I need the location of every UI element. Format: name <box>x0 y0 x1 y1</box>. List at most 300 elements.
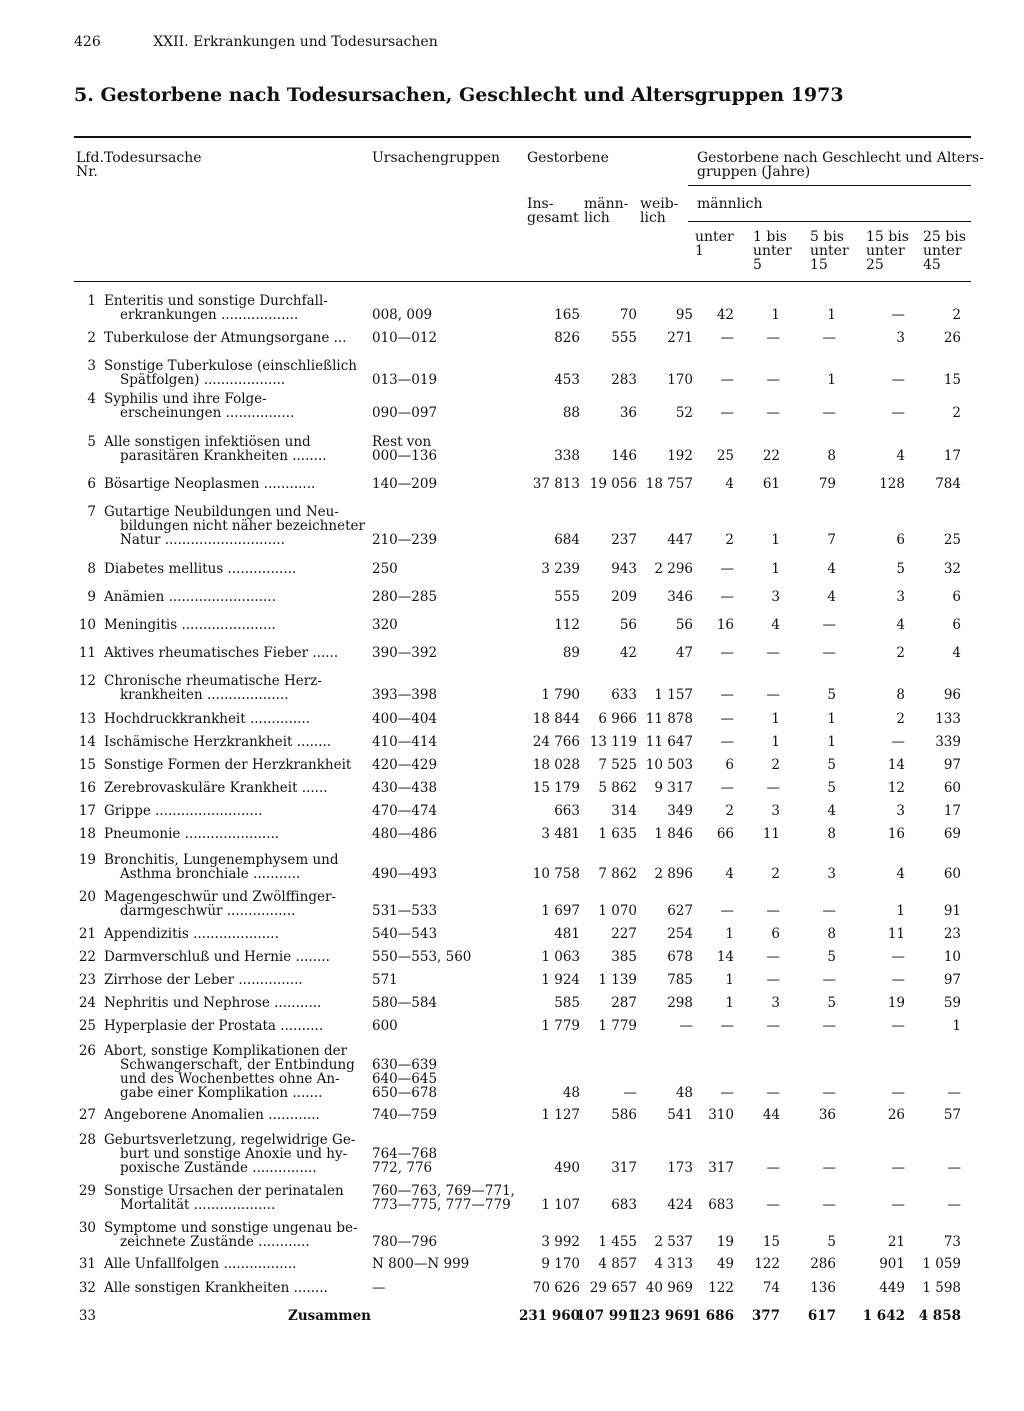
header-age-3: 5 bis unter 15 <box>810 229 849 273</box>
cause-label: Hyperplasie der Prostata .......... <box>104 1018 324 1034</box>
value-cell: — <box>891 734 905 750</box>
value-cell: 25 <box>943 532 961 548</box>
value-cell: 209 <box>611 589 637 605</box>
value-cell: 88 <box>562 405 580 421</box>
cause-group: 210—239 <box>372 532 438 548</box>
value-cell: 11 647 <box>645 734 693 750</box>
value-cell: 11 878 <box>645 711 693 727</box>
value-cell: 18 028 <box>532 757 580 773</box>
value-cell: 943 <box>611 561 637 577</box>
row-number: 2 <box>87 330 96 346</box>
value-cell: 349 <box>667 803 693 819</box>
value-cell: 1 <box>771 307 780 323</box>
row-number: 12 <box>78 673 96 689</box>
header-bottom-rule <box>74 281 971 282</box>
value-cell: 227 <box>611 926 637 942</box>
value-cell: 165 <box>554 307 580 323</box>
value-cell: 1 127 <box>541 1107 580 1123</box>
value-cell: 2 <box>725 532 734 548</box>
value-cell: 18 757 <box>645 476 693 492</box>
row-number: 6 <box>87 476 96 492</box>
value-cell: 1 790 <box>541 687 580 703</box>
value-cell: 107 991 <box>575 1308 637 1324</box>
value-cell: 4 <box>771 617 780 633</box>
value-cell: — <box>720 734 734 750</box>
value-cell: — <box>720 405 734 421</box>
value-cell: 683 <box>708 1197 734 1213</box>
value-cell: — <box>822 330 836 346</box>
value-cell: 70 <box>619 307 637 323</box>
value-cell: 1 <box>771 532 780 548</box>
value-cell: — <box>766 645 780 661</box>
value-cell: — <box>947 1197 961 1213</box>
value-cell: 826 <box>554 330 580 346</box>
value-cell: — <box>822 1085 836 1101</box>
value-cell: 3 <box>896 330 905 346</box>
value-cell: 29 657 <box>589 1280 637 1296</box>
value-cell: — <box>891 1018 905 1034</box>
cause-label: Zirrhose der Leber ............... <box>104 972 303 988</box>
row-number: 5 <box>87 434 96 450</box>
cause-label: Sonstige Tuberkulose (einschließlich <box>104 358 357 374</box>
value-cell: 377 <box>751 1308 780 1324</box>
value-cell: 56 <box>675 617 693 633</box>
value-cell: 74 <box>762 1280 780 1296</box>
header-age-4: 15 bis unter 25 <box>866 229 909 273</box>
cause-group: 480—486 <box>372 826 438 842</box>
row-number: 24 <box>78 995 96 1011</box>
cause-group: 600 <box>372 1018 398 1034</box>
value-cell: 9 317 <box>654 780 693 796</box>
value-cell: 173 <box>667 1160 693 1176</box>
value-cell: 112 <box>554 617 580 633</box>
cause-group: 420—429 <box>372 757 438 773</box>
header-todesursache: Todesursache <box>104 150 202 166</box>
cause-label: burt und sonstige Anoxie und hy- <box>120 1146 348 1162</box>
value-cell: 3 <box>771 995 780 1011</box>
cause-label: Tuberkulose der Atmungsorgane ... <box>104 330 347 346</box>
header-lfd-nr: Lfd. Nr. <box>76 150 104 180</box>
header-insgesamt: Ins- gesamt <box>527 196 579 226</box>
cause-label: Magengeschwür und Zwölffinger- <box>104 889 336 905</box>
cause-group: Rest von <box>372 434 432 450</box>
cause-label: Darmverschluß und Hernie ........ <box>104 949 330 965</box>
value-cell: 585 <box>554 995 580 1011</box>
value-cell: 5 <box>827 949 836 965</box>
cause-group: 320 <box>372 617 398 633</box>
value-cell: 73 <box>943 1234 961 1250</box>
value-cell: — <box>891 1160 905 1176</box>
value-cell: 1 059 <box>922 1256 961 1272</box>
value-cell: 338 <box>554 448 580 464</box>
value-cell: — <box>891 1085 905 1101</box>
value-cell: 69 <box>943 826 961 842</box>
value-cell: — <box>720 561 734 577</box>
cause-group: 013—019 <box>372 372 438 388</box>
value-cell: 1 063 <box>541 949 580 965</box>
cause-label: Angeborene Anomalien ............ <box>104 1107 320 1123</box>
value-cell: 1 139 <box>598 972 637 988</box>
running-head <box>74 34 438 50</box>
value-cell: — <box>766 949 780 965</box>
value-cell: 5 862 <box>598 780 637 796</box>
cause-group: — <box>372 1280 386 1296</box>
value-cell: — <box>891 972 905 988</box>
value-cell: 1 070 <box>598 903 637 919</box>
value-cell: 586 <box>611 1107 637 1123</box>
cause-label: Nephritis und Nephrose ........... <box>104 995 322 1011</box>
value-cell: 15 <box>943 372 961 388</box>
value-cell: 4 858 <box>918 1308 961 1324</box>
header-nach-geschlecht: Gestorbene nach Geschlecht und Alters- gruppen (Jahre) <box>697 150 984 180</box>
value-cell: 26 <box>887 1107 905 1123</box>
value-cell: — <box>822 903 836 919</box>
value-cell: 60 <box>943 866 961 882</box>
cause-group: 630—639 <box>372 1057 438 1073</box>
value-cell: 1 <box>827 711 836 727</box>
value-cell: 317 <box>708 1160 734 1176</box>
value-cell: 901 <box>879 1256 905 1272</box>
value-cell: 3 992 <box>541 1234 580 1250</box>
value-cell: 1 686 <box>691 1308 734 1324</box>
value-cell: 11 <box>887 926 905 942</box>
value-cell: — <box>891 949 905 965</box>
header-maennlich: männ- lich <box>584 196 629 226</box>
value-cell: — <box>822 645 836 661</box>
value-cell: 684 <box>554 532 580 548</box>
value-cell: 424 <box>667 1197 693 1213</box>
cause-label: Anämien ......................... <box>104 589 276 605</box>
value-cell: 133 <box>935 711 961 727</box>
cause-group: 650—678 <box>372 1085 438 1101</box>
cause-group: 250 <box>372 561 398 577</box>
value-cell: 66 <box>716 826 734 842</box>
value-cell: 44 <box>762 1107 780 1123</box>
row-number: 26 <box>78 1043 96 1059</box>
value-cell: 56 <box>619 617 637 633</box>
value-cell: 310 <box>708 1107 734 1123</box>
row-number: 16 <box>78 780 96 796</box>
value-cell: 1 <box>771 561 780 577</box>
value-cell: 1 <box>952 1018 961 1034</box>
value-cell: 122 <box>708 1280 734 1296</box>
value-cell: 36 <box>818 1107 836 1123</box>
cause-label: Alle Unfallfolgen ................. <box>104 1256 297 1272</box>
value-cell: 314 <box>611 803 637 819</box>
value-cell: 1 <box>725 926 734 942</box>
value-cell: — <box>720 372 734 388</box>
cause-group: 773—775, 777—779 <box>372 1197 511 1213</box>
value-cell: — <box>720 330 734 346</box>
value-cell: — <box>766 1085 780 1101</box>
cause-group: 764—768 <box>372 1146 438 1162</box>
value-cell: 70 626 <box>532 1280 580 1296</box>
value-cell: — <box>822 972 836 988</box>
cause-group: 000—136 <box>372 448 438 464</box>
value-cell: 12 <box>887 780 905 796</box>
value-cell: 10 <box>943 949 961 965</box>
value-cell: 1 <box>896 903 905 919</box>
cause-group: 430—438 <box>372 780 438 796</box>
cause-group: Zusammen <box>288 1308 371 1324</box>
cause-group: 470—474 <box>372 803 438 819</box>
value-cell: 36 <box>619 405 637 421</box>
row-number: 32 <box>78 1280 96 1296</box>
value-cell: — <box>891 307 905 323</box>
cause-label: krankheiten ................... <box>120 687 289 703</box>
row-number: 17 <box>78 803 96 819</box>
top-rule <box>74 136 971 138</box>
value-cell: 32 <box>943 561 961 577</box>
cause-label: erscheinungen ................ <box>120 405 295 421</box>
value-cell: 192 <box>667 448 693 464</box>
row-number: 20 <box>78 889 96 905</box>
value-cell: 10 503 <box>645 757 693 773</box>
value-cell: 79 <box>818 476 836 492</box>
value-cell: — <box>766 1160 780 1176</box>
value-cell: 5 <box>896 561 905 577</box>
row-number: 10 <box>78 617 96 633</box>
value-cell: — <box>720 780 734 796</box>
cause-group: 571 <box>372 972 398 988</box>
value-cell: 49 <box>716 1256 734 1272</box>
row-number: 19 <box>78 852 96 868</box>
value-cell: 2 896 <box>654 866 693 882</box>
value-cell: — <box>947 1160 961 1176</box>
value-cell: 1 107 <box>541 1197 580 1213</box>
row-number: 1 <box>87 293 96 309</box>
value-cell: 627 <box>667 903 693 919</box>
value-cell: 4 <box>896 866 905 882</box>
value-cell: 4 313 <box>654 1256 693 1272</box>
value-cell: 617 <box>807 1308 836 1324</box>
value-cell: — <box>720 645 734 661</box>
table-title: 5. Gestorbene nach Todesursachen, Geschlecht und Altersgruppen 1973 <box>74 84 844 106</box>
value-cell: — <box>720 589 734 605</box>
value-cell: 1 <box>725 972 734 988</box>
chapter-title: XXII. Erkrankungen und Todesursachen <box>153 34 438 50</box>
value-cell: 317 <box>611 1160 637 1176</box>
value-cell: — <box>623 1085 637 1101</box>
row-number: 28 <box>78 1132 96 1148</box>
cause-group: 540—543 <box>372 926 438 942</box>
value-cell: 6 <box>952 617 961 633</box>
value-cell: — <box>822 1160 836 1176</box>
value-cell: 3 <box>771 589 780 605</box>
value-cell: 136 <box>810 1280 836 1296</box>
cause-group: 410—414 <box>372 734 438 750</box>
cause-group: 780—796 <box>372 1234 438 1250</box>
value-cell: 1 779 <box>541 1018 580 1034</box>
value-cell: 286 <box>810 1256 836 1272</box>
value-cell: — <box>766 405 780 421</box>
value-cell: 4 <box>896 448 905 464</box>
value-cell: 19 <box>716 1234 734 1250</box>
value-cell: 784 <box>935 476 961 492</box>
header-age-1: unter 1 <box>695 229 734 259</box>
cause-group: 090—097 <box>372 405 438 421</box>
value-cell: 4 <box>896 617 905 633</box>
value-cell: 16 <box>887 826 905 842</box>
value-cell: 23 <box>943 926 961 942</box>
cause-label: Bösartige Neoplasmen ............ <box>104 476 316 492</box>
cause-label: Enteritis und sonstige Durchfall- <box>104 293 328 309</box>
cause-group: 740—759 <box>372 1107 438 1123</box>
value-cell: 19 <box>887 995 905 1011</box>
cause-label: Symptome und sonstige ungenau be- <box>104 1220 358 1236</box>
value-cell: — <box>720 1018 734 1034</box>
value-cell: 447 <box>667 532 693 548</box>
cause-label: parasitären Krankheiten ........ <box>120 448 327 464</box>
value-cell: 1 697 <box>541 903 580 919</box>
value-cell: 2 <box>952 405 961 421</box>
row-number: 7 <box>87 504 96 520</box>
value-cell: 683 <box>611 1197 637 1213</box>
value-cell: 4 857 <box>598 1256 637 1272</box>
cause-label: Sonstige Formen der Herzkrankheit <box>104 757 352 773</box>
value-cell: 123 969 <box>631 1308 693 1324</box>
cause-label: Pneumonie ...................... <box>104 826 280 842</box>
cause-group: 393—398 <box>372 687 438 703</box>
row-number: 4 <box>87 391 96 407</box>
value-cell: 5 <box>827 995 836 1011</box>
value-cell: — <box>766 903 780 919</box>
value-cell: 449 <box>879 1280 905 1296</box>
value-cell: 146 <box>611 448 637 464</box>
value-cell: 15 <box>762 1234 780 1250</box>
cause-group: N 800—N 999 <box>372 1256 470 1272</box>
value-cell: 2 <box>725 803 734 819</box>
row-number: 11 <box>78 645 96 661</box>
value-cell: 339 <box>935 734 961 750</box>
cause-label: zeichnete Zustände ............ <box>120 1234 310 1250</box>
value-cell: 97 <box>943 757 961 773</box>
value-cell: 17 <box>943 803 961 819</box>
value-cell: 385 <box>611 949 637 965</box>
value-cell: 1 635 <box>598 826 637 842</box>
value-cell: 3 <box>896 589 905 605</box>
value-cell: 11 <box>762 826 780 842</box>
value-cell: — <box>947 1085 961 1101</box>
cause-label: Appendizitis .................... <box>104 926 279 942</box>
value-cell: 4 <box>725 866 734 882</box>
value-cell: 22 <box>762 448 780 464</box>
value-cell: 6 <box>896 532 905 548</box>
value-cell: — <box>720 903 734 919</box>
value-cell: 8 <box>896 687 905 703</box>
value-cell: 3 <box>827 866 836 882</box>
value-cell: — <box>720 711 734 727</box>
value-cell: — <box>720 1085 734 1101</box>
value-cell: 287 <box>611 995 637 1011</box>
value-cell: — <box>891 1197 905 1213</box>
value-cell: 40 969 <box>645 1280 693 1296</box>
value-cell: 48 <box>675 1085 693 1101</box>
value-cell: 42 <box>716 307 734 323</box>
value-cell: 7 <box>827 532 836 548</box>
value-cell: 95 <box>675 307 693 323</box>
cause-label: Abort, sonstige Komplikationen der <box>104 1043 348 1059</box>
cause-group: 640—645 <box>372 1071 438 1087</box>
cause-group: 010—012 <box>372 330 438 346</box>
cause-group: 280—285 <box>372 589 438 605</box>
value-cell: 37 813 <box>532 476 580 492</box>
value-cell: 7 862 <box>598 866 637 882</box>
cause-label: Grippe ......................... <box>104 803 263 819</box>
value-cell: — <box>766 372 780 388</box>
value-cell: — <box>766 330 780 346</box>
cause-label: bildungen nicht näher bezeichneter <box>120 518 365 534</box>
value-cell: 4 <box>952 645 961 661</box>
value-cell: — <box>766 780 780 796</box>
value-cell: — <box>766 687 780 703</box>
cause-group: 390—392 <box>372 645 438 661</box>
header-age-5: 25 bis unter 45 <box>923 229 966 273</box>
value-cell: 2 <box>771 866 780 882</box>
value-cell: 91 <box>943 903 961 919</box>
value-cell: 14 <box>887 757 905 773</box>
value-cell: 10 758 <box>532 866 580 882</box>
value-cell: 7 525 <box>598 757 637 773</box>
cause-group: 008, 009 <box>372 307 433 323</box>
cause-group: 760—763, 769—771, <box>372 1183 515 1199</box>
header-maennlich-group: männlich <box>697 196 763 212</box>
value-cell: 2 <box>952 307 961 323</box>
row-number: 29 <box>78 1183 96 1199</box>
value-cell: 128 <box>879 476 905 492</box>
value-cell: 170 <box>667 372 693 388</box>
cause-label: Syphilis und ihre Folge- <box>104 391 267 407</box>
value-cell: 57 <box>943 1107 961 1123</box>
value-cell: 1 598 <box>922 1280 961 1296</box>
cause-label: Bronchitis, Lungenemphysem und <box>104 852 339 868</box>
value-cell: 16 <box>716 617 734 633</box>
cause-label: Hochdruckkrankheit .............. <box>104 711 311 727</box>
value-cell: 1 <box>771 711 780 727</box>
value-cell: 18 844 <box>532 711 580 727</box>
row-number: 8 <box>87 561 96 577</box>
cause-label: Schwangerschaft, der Entbindung <box>120 1057 355 1073</box>
value-cell: 47 <box>675 645 693 661</box>
value-cell: 555 <box>554 589 580 605</box>
value-cell: 3 239 <box>541 561 580 577</box>
value-cell: 25 <box>716 448 734 464</box>
cause-label: erkrankungen .................. <box>120 307 299 323</box>
cause-label: Sonstige Ursachen der perinatalen <box>104 1183 344 1199</box>
value-cell: 14 <box>716 949 734 965</box>
value-cell: 15 179 <box>532 780 580 796</box>
value-cell: 231 960 <box>518 1308 580 1324</box>
row-number: 9 <box>87 589 96 605</box>
value-cell: 1 779 <box>598 1018 637 1034</box>
value-cell: 1 <box>827 734 836 750</box>
cause-label: Aktives rheumatisches Fieber ...... <box>104 645 339 661</box>
cause-label: Natur ............................ <box>120 532 285 548</box>
page-number: 426 <box>74 34 101 50</box>
value-cell: — <box>766 972 780 988</box>
cause-group: 580—584 <box>372 995 438 1011</box>
cause-label: Geburtsverletzung, regelwidrige Ge- <box>104 1132 356 1148</box>
value-cell: — <box>720 687 734 703</box>
row-number: 33 <box>78 1308 96 1324</box>
header-age-2: 1 bis unter 5 <box>753 229 792 273</box>
value-cell: 481 <box>554 926 580 942</box>
row-number: 30 <box>78 1220 96 1236</box>
value-cell: 1 <box>725 995 734 1011</box>
value-cell: 678 <box>667 949 693 965</box>
value-cell: 96 <box>943 687 961 703</box>
value-cell: 2 296 <box>654 561 693 577</box>
